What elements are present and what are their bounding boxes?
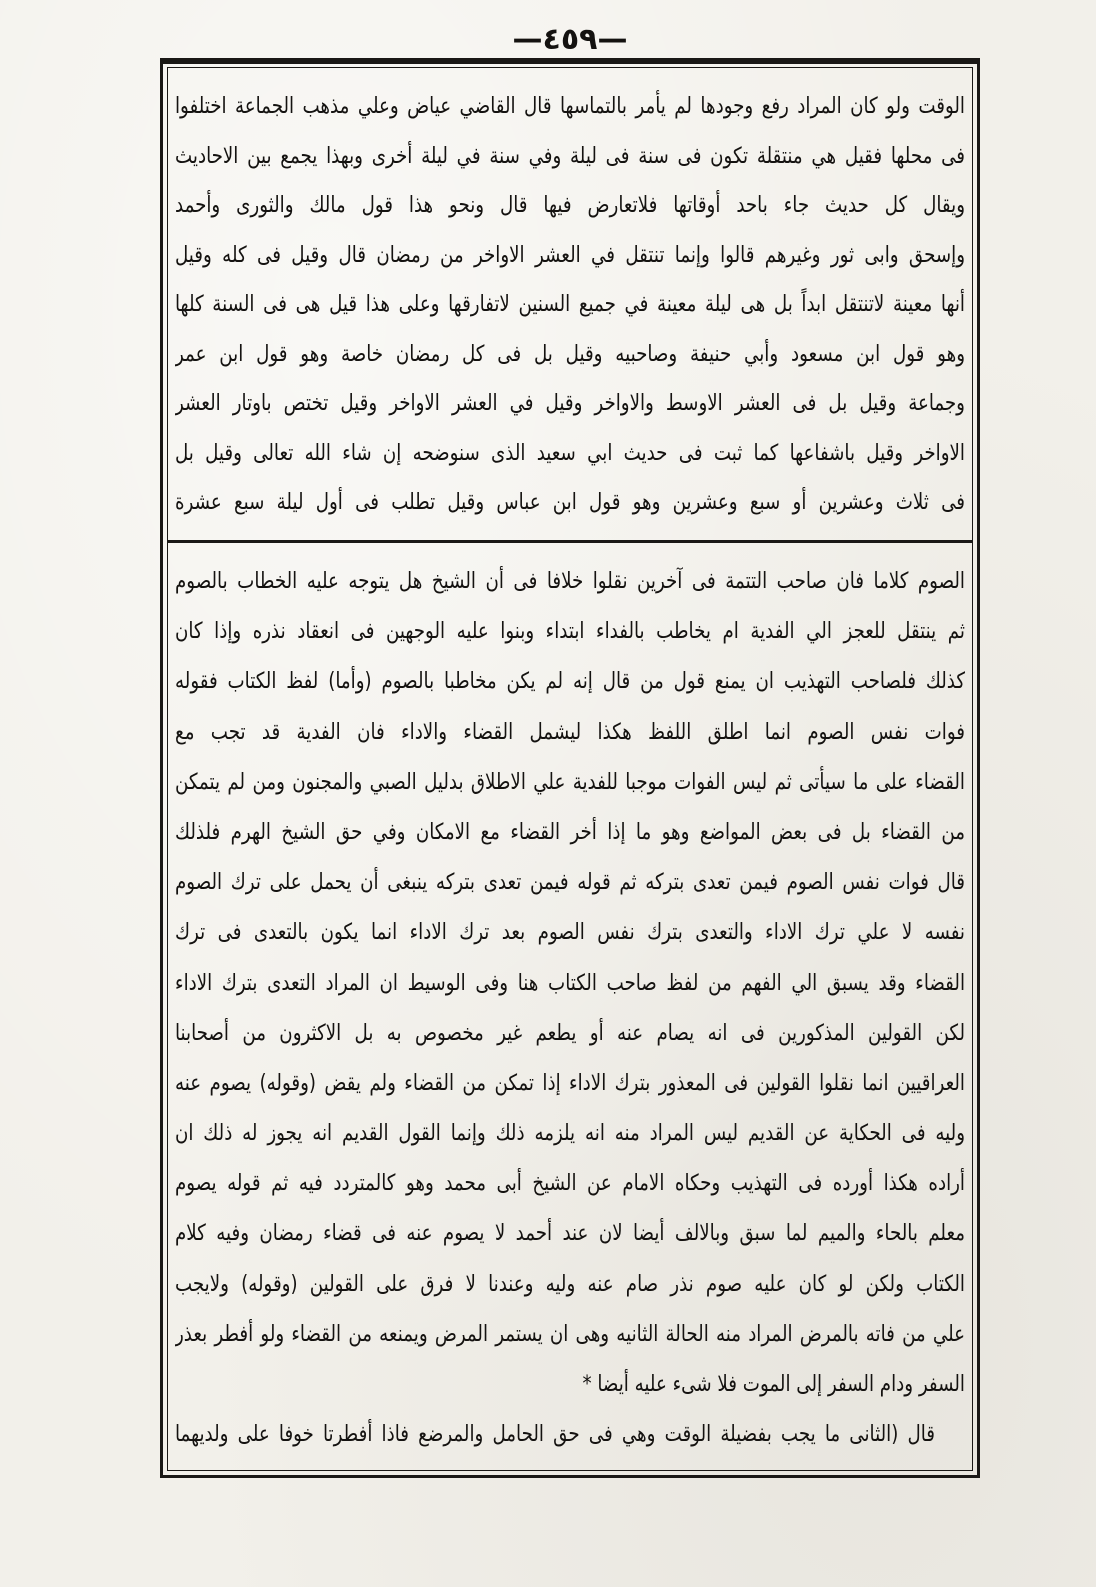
lower-text-line: العراقيين انما نقلوا القولين فى المعذور بترك الاداء إذا تمكن من القضاء ولم يقض (وقوله) يصوم عنه [175, 1070, 965, 1097]
upper-text-line: وهو قول ابن مسعود وأبي حنيفة وصاحبيه وقيل بل فى كل رمضان خاصة وهو قول ابن عمر [175, 341, 965, 367]
upper-text-line: وإسحق وابى ثور وغيرهم قالوا وإنما تنتقل في العشر الاواخر من رمضان قال وقيل فى كله وقيل [175, 242, 965, 268]
lower-text-line: معلم بالحاء والميم لما سبق وبالالف أيضا لان عند أحمد لا يصوم عنه فى قضاء رمضان وفيه كلام [175, 1220, 965, 1247]
upper-text-line: ويقال كل حديث جاء باحد أوقاتها فلاتعارض فيها قال ونحو هذا قول مالك والثورى وأحمد [175, 192, 965, 219]
upper-text-line: وجماعة وقيل بل فى العشر الاوسط والاواخر وقيل في العشر الاواخر وقيل تختص باوتار العشر [175, 390, 965, 417]
lower-text-line: وليه فى الحكاية عن القديم ليس المراد منه انه يلزمه ذلك وإنما القول القديم انه يجوز له ذلك ان [175, 1120, 965, 1147]
lower-text-line: الصوم كلاما فان صاحب التتمة فى آخرين نقلوا خلافا فى أن الشيخ هل يتوجه عليه الخطاب بالصوم [175, 568, 965, 595]
upper-text-line: أنها معينة لاتنتقل ابداً بل هى ليلة معينة في جميع السنين لاتفارقها وعلى هذا قيل هى فى السنة كلها [175, 291, 965, 318]
lower-text-line: الكتاب ولكن لو كان عليه صوم نذر صام عنه وليه وعندنا لا فرق على القولين (وقوله) ولايجب [175, 1271, 965, 1297]
upper-text-line: الوقت ولو كان المراد رفع وجودها لم يأمر بالتماسها قال القاضي عياض وعلي مذهب الجماعة اختلفوا [175, 93, 965, 120]
lower-text-line: القضاء وقد يسبق الي الفهم من لفظ صاحب الكتاب هنا وفى الوسيط ان المراد التعدى بترك الاداء [175, 970, 965, 996]
lower-text-line: فوات نفس الصوم انما اطلق اللفظ هكذا ليشمل القضاء والاداء فان الفدية قد تجب مع [175, 719, 965, 745]
page-number: —٤٥٩— [512, 22, 628, 57]
lower-text-line: علي من فاته بالمرض المراد منه الحالة الثانيه وهى ان يستمر المرض ويمنعه من القضاء ولو أفطر بعذر [175, 1321, 965, 1347]
lower-text-line: قال فوات نفس الصوم فيمن تعدى بتركه ثم قوله فيمن تعدى بتركه ينبغى أن يحمل على ترك الصوم [175, 869, 965, 896]
upper-text-line: فى محلها فقيل هي منتقلة تكون فى سنة فى ليلة وفي سنة في ليلة أخرى وبهذا يجمع بين الاحاديث [175, 143, 965, 169]
lower-text-line: القضاء على ما سيأتى ثم ليس الفوات موجبا للفدية علي الاطلاق بدليل الصبي والمجنون ومن لم يتمكن [175, 769, 965, 795]
lower-text-line: نفسه لا علي ترك الاداء والتعدى بترك نفس الصوم بعد ترك الاداء انما يكون بالتعدى فى ترك [175, 919, 965, 946]
upper-text-block [175, 82, 965, 528]
lower-text-line: ثم ينتقل للعجز الي الفدية ام يخاطب بالفداء ابتداء وبنوا عليه الوجهين فى انعقاد نذره وإذا كان [175, 618, 965, 645]
lower-text-line: من القضاء بل فى بعض المواضع وهو ما إذا أخر القضاء مع الامكان وفي حق الشيخ الهرم فلذلك [175, 819, 965, 846]
lower-text-line: لكن القولين المذكورين فى انه يصام عنه أو يطعم غير مخصوص به بل الاكثرون من أصحابنا [175, 1020, 965, 1046]
upper-text-line: فى ثلاث وعشرين أو سبع وعشرين وهو قول ابن عباس وقيل تطلب فى أول ليلة سبع عشرة [175, 489, 965, 516]
page-frame [160, 58, 980, 1478]
lower-text-line-paragraph-end: السفر ودام السفر إلى الموت فلا شىء عليه أيضا * [582, 1371, 965, 1398]
upper-text-line: الاواخر وقيل باشفاعها كما ثبت فى حديث ابي سعيد الذى سنوضحه إن شاء الله تعالى وقيل بل [175, 440, 965, 466]
lower-text-line: كذلك فلصاحب التهذيب ان يمنع قول من قال إنه لم يكن مخاطبا بالصوم (وأما) لفظ الكتاب فقوله [175, 668, 965, 695]
lower-text-block [175, 557, 965, 1460]
lower-text-line: أراده هكذا أورده فى التهذيب وحكاه الامام عن الشيخ أبى محمد وهو كالمتردد فيه ثم قوله يصوم [175, 1170, 965, 1197]
section-divider [168, 540, 972, 543]
lower-text-line-paragraph-start: قال (الثانى ما يجب بفضيلة الوقت وهي فى حق الحامل والمرضع فاذا أفطرتا خوفا على ولديهما [175, 1421, 935, 1448]
